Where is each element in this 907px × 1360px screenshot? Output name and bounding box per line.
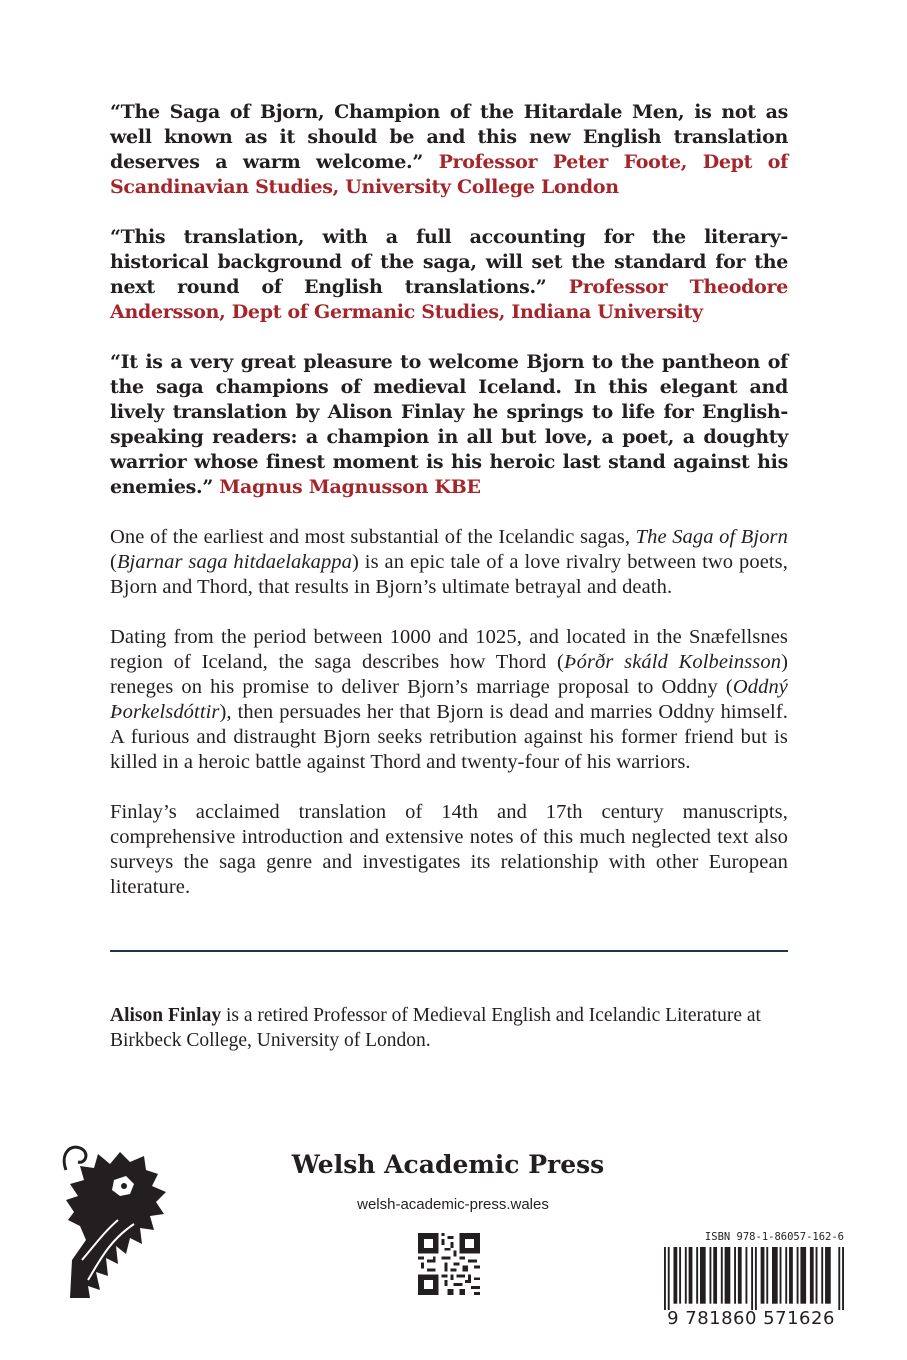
quote-text: “It is a very great pleasure to welcome Bjorn to the pantheon of the saga champions of medieval Iceland. In this elegant and lively translation by Alison Finlay he springs to life for English-speaking readers: a champion in all but love, a poet, a doughty warrior whose finest moment is his heroic last stand against his enemies.” [110,351,788,498]
qr-code-icon [418,1233,480,1295]
text-run: ), then persuades her that Bjorn is dead and marries Oddny himself. A furious and distraught Bjorn seeks retribution against his former friend but is killed in a heroic battle against Thord and twenty-four of his warriors. [110,701,788,773]
review-quote-1 [110,100,788,200]
quote-text: “The Saga of Bjorn, Champion of the Hitardale Men, is not as well known as it should be and this new English translation deserves a warm welcome.” [110,101,788,173]
divider-rule [110,950,788,952]
author-name: Alison Finlay [110,1005,222,1026]
publisher-name: Welsh Academic Press [291,1150,605,1179]
publisher-website[interactable]: welsh-academic-press.wales [357,1196,549,1213]
quote-text: “This translation, with a full accounting for the literary-historical background of the saga, will set the standard for the next round of English translations.” [110,226,788,298]
barcode-icon [664,1247,844,1310]
text-run: ( [110,551,117,573]
quote-attribution: Magnus Magnusson KBE [219,476,481,498]
text-run: ) reneges on his promise to deliver Bjorn’s marriage proposal to Oddny ( [110,651,788,698]
description-paragraph-3: Finlay’s acclaimed translation of 14th and 17th century manuscripts, comprehensive introduction and extensive notes of this much neglected text also surveys the saga genre and investigates its relationship with other European literature. [110,801,788,898]
quote-attribution: Professor Theodore Andersson, Dept of Germanic Studies, Indiana University [110,276,788,323]
author-bio-text: is a retired Professor of Medieval English and Icelandic Literature at Birkbeck College, University of London. [110,1005,761,1051]
dragon-logo-icon [60,1140,170,1300]
isbn-digits: 9 781860 571626 [667,1308,835,1329]
author-bio [110,1003,788,1053]
old-norse-name: Þórðr skáld Kolbeinsson [563,651,782,673]
text-run: Dating from the period between 1000 and 1025, and located in the Snæfellsnes region of Iceland, the saga describes how Thord ( [110,626,788,673]
back-cover-text [110,100,788,925]
old-norse-name: Oddný Þorkelsdóttir [110,676,788,723]
quote-attribution: Professor Peter Foote, Dept of Scandinavian Studies, University College London [110,151,788,198]
isbn-label: ISBN 978-1-86057-162-6 [704,1231,844,1243]
review-quote-3 [110,350,788,500]
review-quote-2 [110,225,788,325]
book-title: The Saga of Bjorn [635,526,788,548]
text-run: ) is an epic tale of a love rivalry between two poets, Bjorn and Thord, that results in Bjorn’s ultimate betrayal and death. [110,551,788,598]
description-paragraph-1 [110,525,788,600]
description-paragraph-2 [110,625,788,775]
text-run: One of the earliest and most substantial of the Icelandic sagas, [110,526,636,548]
old-norse-title: Bjarnar saga hitdaelakappa [116,551,353,573]
